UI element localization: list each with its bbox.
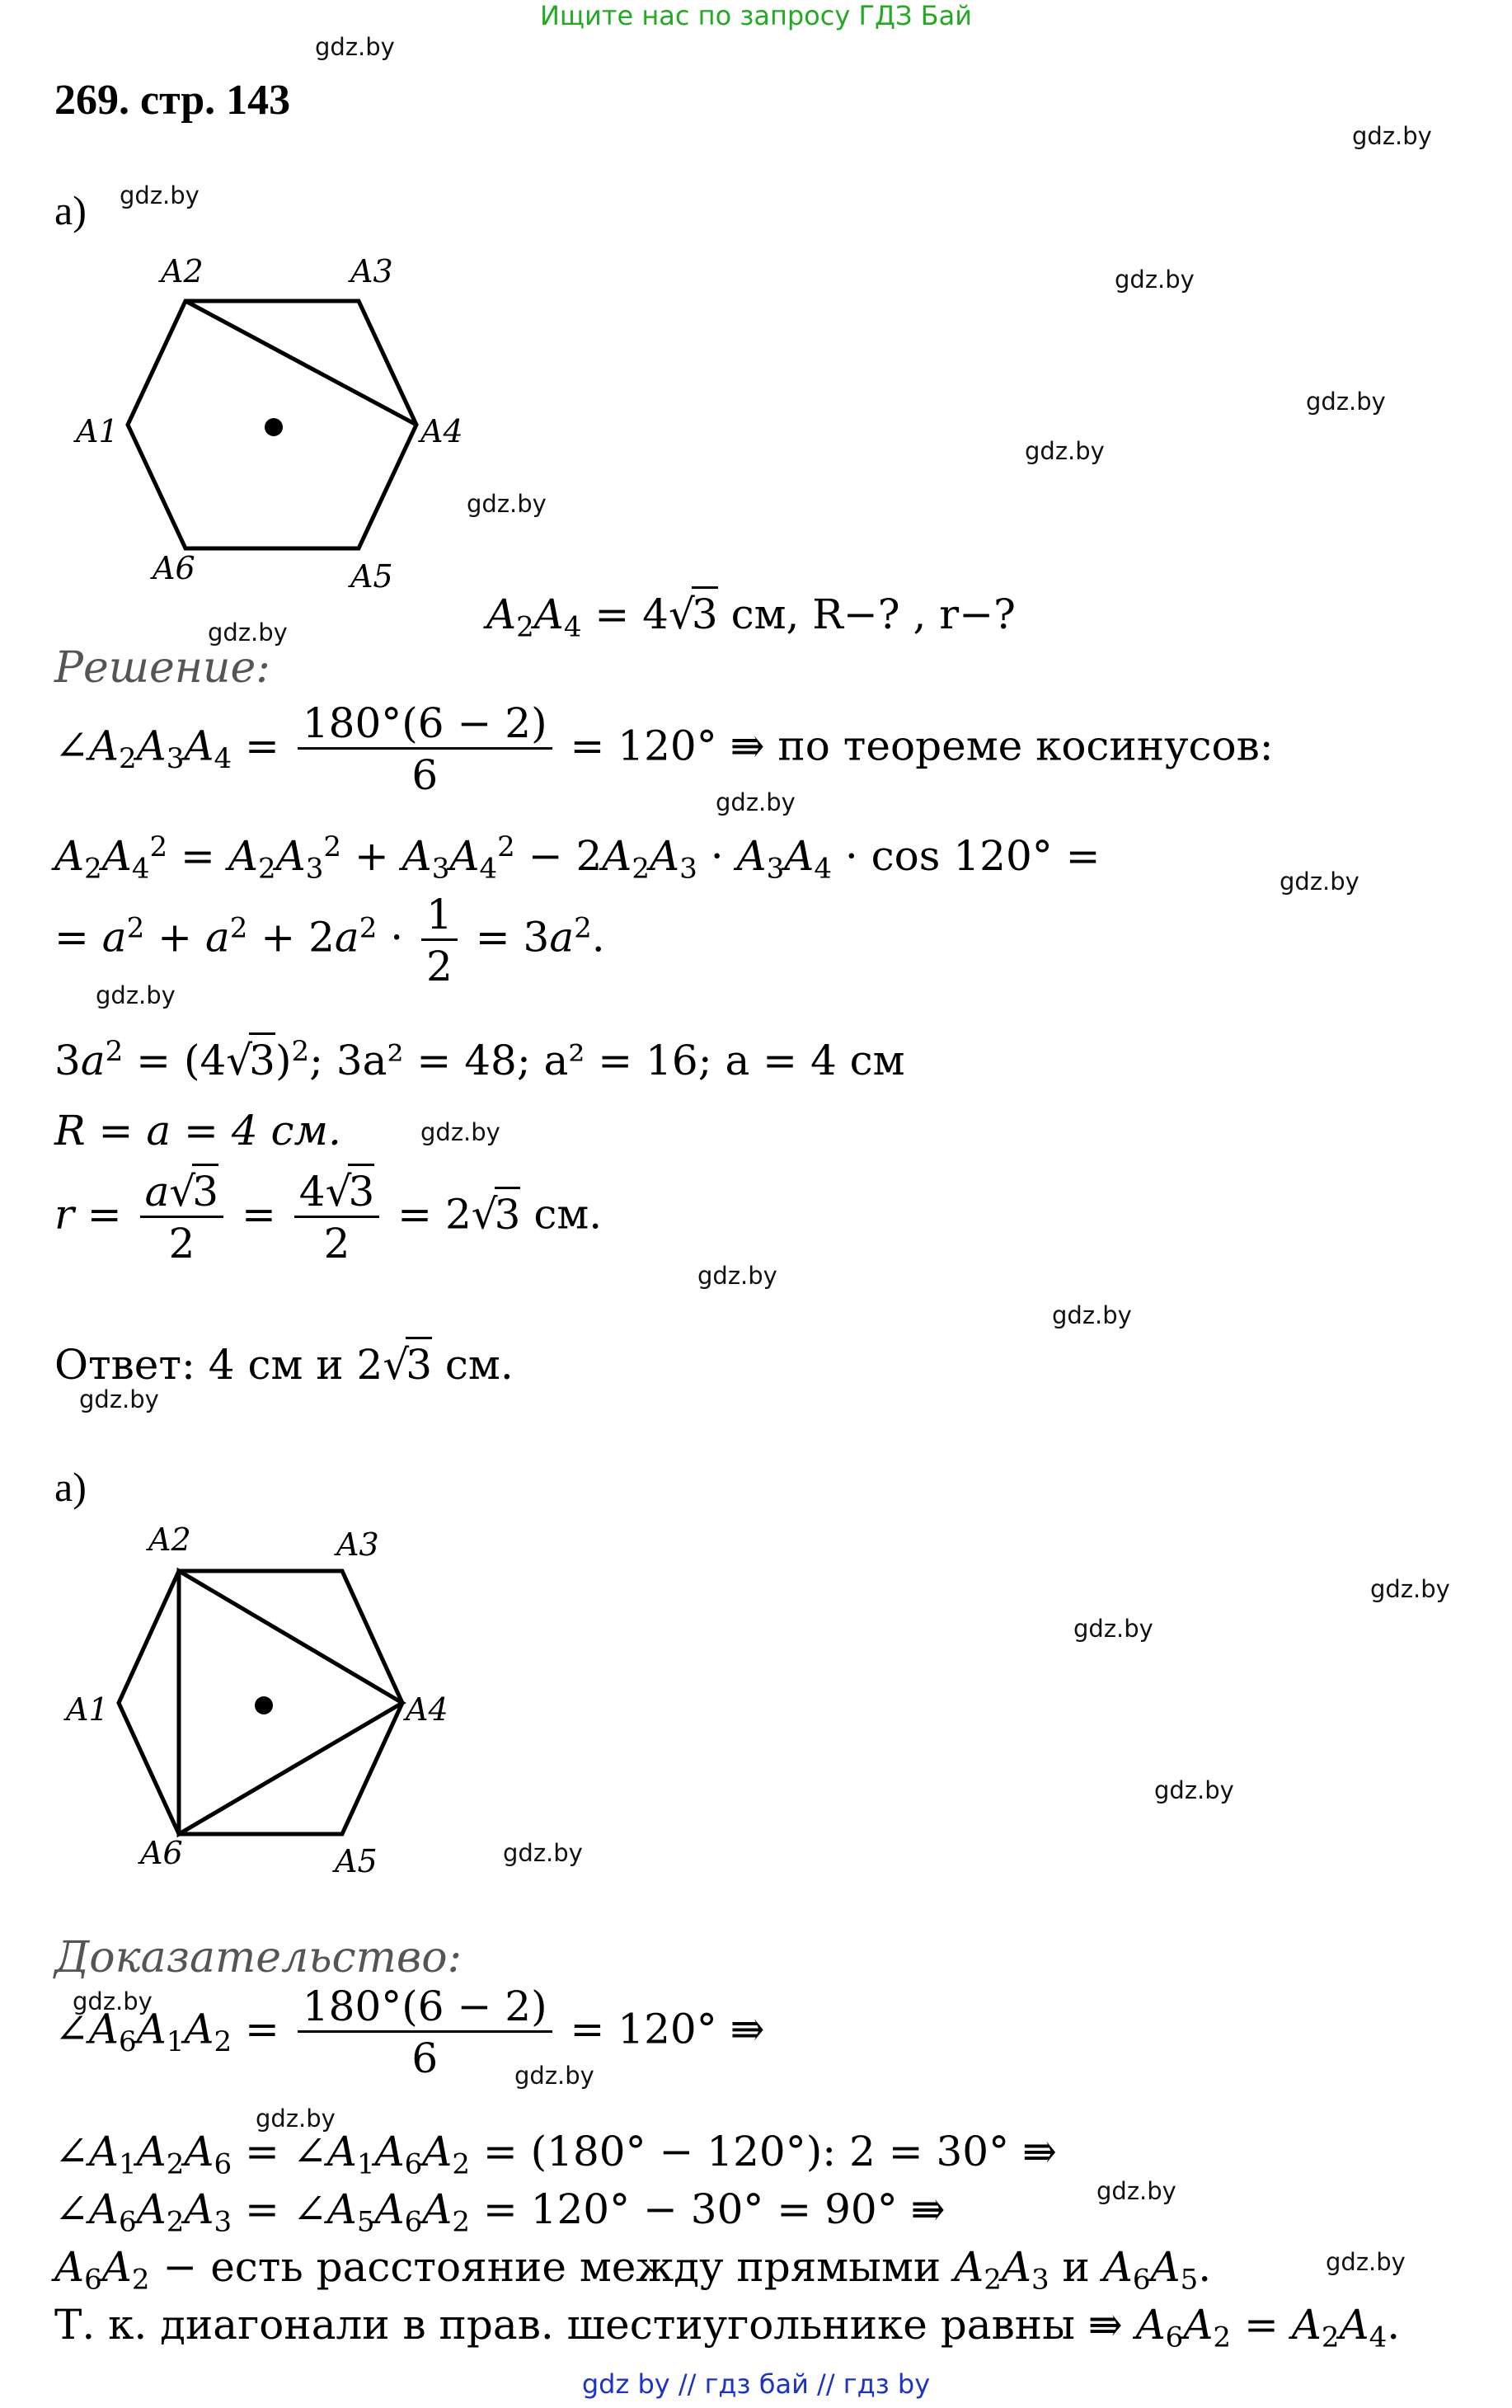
- footer: gdz by // гдз бай // гдз by: [581, 2368, 931, 2400]
- watermark: gdz.by: [1370, 1575, 1450, 1603]
- top-banner: Ищите нас по запросу ГДЗ Бай: [539, 0, 973, 31]
- watermark: gdz.by: [73, 1987, 153, 2015]
- center-dot: [265, 418, 283, 436]
- line-1-tail: = 120° ⇛ по теореме косинусов:: [570, 722, 1274, 770]
- watermark: gdz.by: [120, 181, 200, 209]
- proof-line-3: $\angle A_6A_2A_3$ = $\angle A_5A_6A_2 = 120^\circ - 30^\circ = 90^\circ$ ⇛: [54, 2185, 946, 2239]
- solution-line-6: r = $\frac{a√3}{2}$ = $\frac{4√3}{2}$ = 2√3 см.: [54, 1171, 602, 1264]
- watermark: gdz.by: [1280, 868, 1359, 896]
- solution-line-5: R = a = 4 см.: [54, 1107, 341, 1155]
- fraction-half: $\frac{1}{2}$: [421, 894, 458, 987]
- part-label: а): [54, 187, 87, 233]
- center-dot: [255, 1696, 273, 1714]
- cos-tail: · cos 120° =: [844, 832, 1101, 880]
- solution-line-2: $A_2A_4^2 = A_2A_3^2 + A_3A_4^2 - 2A_2A_3 \cdot A_3A_4 \cdot \cos 120^\circ$ =: [54, 830, 1101, 886]
- given-line: $A_2A_4 = 4√3$ см, R−? , r−?: [486, 594, 1016, 642]
- solution-line-4: $3a^2 = (4√3)^2$; 3a² = 48; a² = 16; a = 4 см: [54, 1037, 905, 1081]
- vertex-label: A4: [406, 1691, 448, 1728]
- proof-line-2: $\angle A_1A_2A_6$ = $\angle A_1A_6A_2 = (180^\circ - 120^\circ)$: 2 = 30° ⇛: [54, 2128, 1057, 2181]
- watermark: gdz.by: [1096, 2177, 1176, 2205]
- hexagon-figure-1: [66, 247, 495, 610]
- vertex-label: A5: [350, 558, 393, 595]
- watermark: gdz.by: [1326, 2248, 1406, 2276]
- vertex-label: A4: [420, 413, 463, 449]
- watermark: gdz.by: [1052, 1301, 1132, 1329]
- part-label: а): [54, 1464, 87, 1510]
- fraction: $\frac{180^\circ(6 - 2)}{6}$: [298, 703, 552, 796]
- fraction: $\frac{a√3}{2}$: [140, 1171, 224, 1264]
- proof-line-4: $A_6A_2$ − есть расстояние между прямыми $A_2A_3$ и $A_6A_5$.: [54, 2243, 1212, 2297]
- vertex-label: A6: [153, 550, 195, 586]
- watermark: gdz.by: [697, 1262, 777, 1290]
- vertex-label: A2: [148, 1521, 191, 1558]
- watermark: gdz.by: [208, 618, 288, 647]
- fraction: $\frac{4√3}{2}$: [294, 1171, 379, 1264]
- solution-heading: Решение:: [54, 643, 270, 693]
- vertex-label: A3: [336, 1526, 379, 1563]
- answer-line: Ответ: 4 см и 2√3 см.: [54, 1344, 514, 1385]
- vertex-label: A1: [66, 1691, 109, 1728]
- hexagon-figure-2: [58, 1517, 486, 1880]
- vertex-label: A5: [335, 1843, 378, 1879]
- watermark: gdz.by: [96, 981, 176, 1009]
- proof-line-5: Т. к. диагонали в прав. шестиугольнике равны ⇛ $A_6A_2 = A_2A_4$.: [54, 2301, 1401, 2354]
- given-suffix: см, R−? , r−?: [730, 590, 1016, 638]
- watermark: gdz.by: [1352, 122, 1432, 150]
- watermark: gdz.by: [1154, 1776, 1234, 1804]
- watermark: gdz.by: [79, 1385, 159, 1413]
- vertex-label: A6: [140, 1835, 183, 1871]
- proof-heading: Доказательство:: [54, 1933, 463, 1982]
- sqrt: 3: [692, 586, 718, 638]
- line-4-tail: ; 3a² = 48; a² = 16; a = 4 см: [309, 1037, 905, 1084]
- vertex-label: A2: [161, 253, 204, 289]
- watermark: gdz.by: [514, 2062, 594, 2090]
- watermark: gdz.by: [315, 33, 395, 61]
- solution-line-3: = $a^2 + a^2 + 2a^2$ · $\frac{1}{2}$ = $3a^2$.: [54, 891, 605, 990]
- watermark: gdz.by: [467, 490, 547, 518]
- diagonal-a2a4: [185, 301, 416, 425]
- vertex-label: A3: [350, 253, 393, 289]
- vertex-label: A1: [76, 413, 119, 449]
- triangle-a2a4a6: [179, 1571, 402, 1834]
- solution-line-1: $\angle A_2A_3A_4$ = $\frac{180^\circ(6 - 2)}{6}$ = 120° ⇛ по теореме косинусов:: [54, 699, 1274, 799]
- watermark: gdz.by: [503, 1839, 583, 1867]
- watermark: gdz.by: [1073, 1615, 1153, 1643]
- watermark: gdz.by: [1025, 437, 1105, 465]
- watermark: gdz.by: [1115, 266, 1195, 294]
- proof-line-1: $\angle A_6A_1A_2$ = $\frac{180^\circ(6 - 2)}{6}$ = 120° ⇛: [54, 1982, 765, 2082]
- watermark: gdz.by: [1306, 388, 1386, 416]
- problem-title: 269. стр. 143: [54, 77, 291, 124]
- fraction: $\frac{180^\circ(6 - 2)}{6}$: [298, 1986, 552, 2079]
- watermark: gdz.by: [420, 1118, 500, 1146]
- watermark: gdz.by: [256, 2105, 336, 2133]
- watermark: gdz.by: [716, 788, 796, 816]
